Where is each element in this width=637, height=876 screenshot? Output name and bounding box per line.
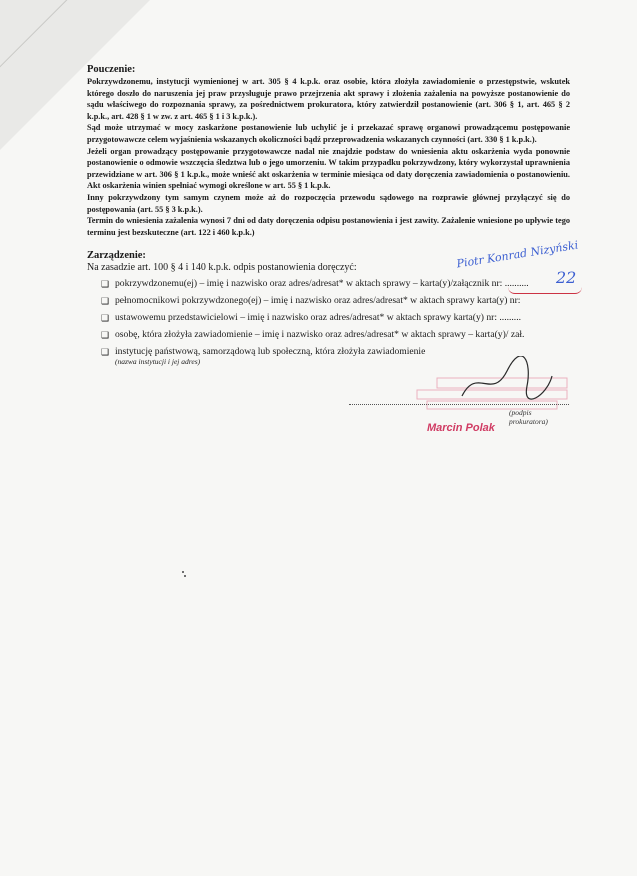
checkbox-icon: ❑ (101, 296, 110, 307)
handwritten-number: 22 (556, 268, 577, 287)
checkbox-icon: ❑ (101, 313, 110, 324)
delivery-item-pokrzywdzony (87, 278, 570, 290)
institution-note: (nazwa instytucji i jej adres) (115, 357, 201, 367)
pouczenie-paragraph: Pokrzywdzonemu, instytucji wymienionej w art. 305 § 4 k.p.k. oraz osobie, która złożyła zawiadomienie o przestępstwie, wskutek którego doszło do naruszenia jej praw przysługuje prawo przejrzenia akt sprawy i złożenia zażalenia na powyższe postanowienie do sądu właściwego do rozpoznania sprawy, za pośrednictwem prokuratora, który zatwierdził postanowienie (art. 306 § 1, art. 465 § 2 k.p.k., art. 428 § 1 w zw. z art. 465 § 1 i 3 k.p.k.). (87, 77, 570, 121)
zarzadzenie-section (87, 250, 570, 436)
stamp-name: Marcin Polak (427, 422, 495, 435)
pouczenie-paragraph: Sąd może utrzymać w mocy zaskarżone postanowienie lub uchylić je i przekazać sprawę organowi prowadzącemu postępowanie przygotowawcze celem wyjaśnienia wskazanych okoliczności bądź przeprowadzenia wskazanych czynności (art. 330 § 1 k.p.k.). (87, 123, 570, 144)
speck-mark (182, 571, 184, 573)
checkbox-icon: ❑ (101, 330, 110, 341)
handwritten-name: Piotr Konrad Nizyński (455, 238, 580, 271)
signature-area (87, 366, 570, 436)
pouczenie-paragraph: Jeżeli organ prowadzący postępowanie przygotowawcze nadal nie znajdzie podstaw do wniesienia aktu oskarżenia wyda ponownie postanowienie o odmowie wszczęcia śledztwa lub o jego umorzeniu. W takim przypadku pokrzywdzony, który wykorzystał uprawnienia przewidziane w art. 306 § 1 k.p.k., może wnieść akt oskarżenia w terminie miesiąca od daty doręczenia zawiadomienia o postanowieniu. Akt oskarżenia winien spełniać wymogi określone w art. 55 § 1 k.p.k. (87, 146, 570, 191)
zarzadzenie-heading: Zarządzenie: (87, 250, 146, 262)
delivery-item-text: ustawowemu przedstawicielowi – imię i nazwisko oraz adres/adresat* w aktach sprawy karta(y) nr: ......... (115, 312, 521, 324)
delivery-item-text: pełnomocnikowi pokrzywdzonego(ej) – imię i nazwisko oraz adres/adresat* w aktach sprawy karta(y) nr: (115, 295, 521, 307)
checkbox-icon: ❑ (101, 347, 110, 358)
delivery-item-zawiadamiajacy (87, 329, 570, 341)
checkbox-icon: ❑ (101, 279, 110, 290)
signature-scribble (457, 356, 557, 406)
signature-line (349, 404, 569, 405)
zarzadzenie-intro: Na zasadzie art. 100 § 4 i 140 k.p.k. odpis postanowienia doręczyć: (87, 262, 357, 274)
pouczenie-paragraph: Inny pokrzywdzony tym samym czynem może aż do rozpoczęcia przewodu sądowego na rozprawie głównej przyłączyć się do postępowania (art. 55 § 3 k.p.k.). (87, 192, 570, 214)
pouczenie-body (87, 76, 570, 238)
signature-caption: (podpis prokuratora) (509, 408, 548, 427)
delivery-item-text: pokrzywdzonemu(ej) – imię i nazwisko oraz adres/adresat* w aktach sprawy – karta(y)/załącznik nr: .......... (115, 278, 529, 290)
delivery-item-text: osobę, która złożyła zawiadomienie – imię i nazwisko oraz adres/adresat* w aktach sprawy – karta(y)/ zał. (115, 329, 525, 341)
pouczenie-heading: Pouczenie: (87, 64, 136, 75)
delivery-item-text: instytucję państwową, samorządową lub społeczną, która złożyła zawiadomienie (115, 346, 426, 358)
red-underline-mark (508, 287, 582, 294)
delivery-item-przedstawiciel (87, 312, 570, 324)
speck-mark (184, 575, 186, 577)
delivery-item-pelnomocnik (87, 295, 570, 307)
pouczenie-paragraph: Termin do wniesienia zażalenia wynosi 7 dni od daty doręczenia odpisu postanowienia i jest zawity. Zażalenie wniesione po upływie tego terminu jest bezskuteczne (art. 122 i 460 k.p.k.) (87, 216, 570, 237)
